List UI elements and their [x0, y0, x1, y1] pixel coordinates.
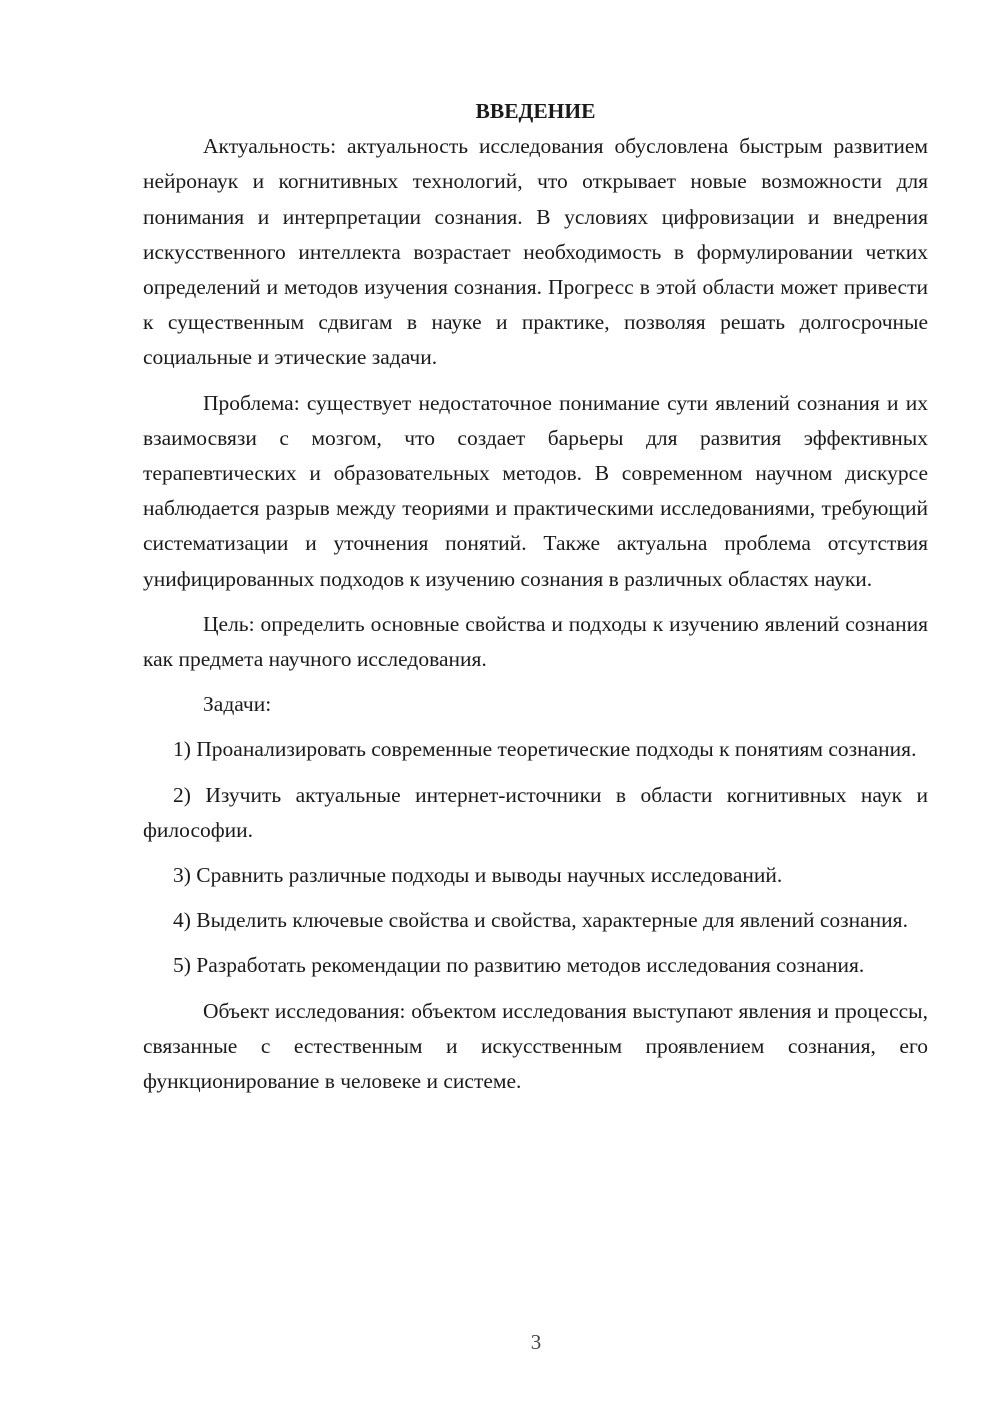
goal-paragraph: Цель: определить основные свойства и подходы к изучению явлений сознания как предмета научного исследования. — [143, 611, 928, 672]
section-title: ВВЕДЕНИЕ — [475, 99, 596, 123]
task-item: 4) Выделить ключевые свойства и свойства, характерные для явлений сознания. — [173, 908, 908, 933]
page-number: 3 — [530, 1330, 542, 1354]
problem-paragraph: Проблема: существует недостаточное понимание сути явлений сознания и их взаимосвязи с мозгом, что создает барьеры для развития эффективных терапевтических и образовательных методов. В современном научном дискурсе наблюдается разрыв между теориями и практическими исследованиями, требующий систематизации и уточнения понятий. Также актуальна проблема отсутствия унифицированных подходов к изучению сознания в различных областях науки. — [143, 390, 928, 591]
task-item: 5) Разработать рекомендации по развитию методов исследования сознания. — [173, 953, 865, 978]
relevance-paragraph: Актуальность: актуальность исследования обусловлена быстрым развитием нейронаук и когнитивных технологий, что открывает новые возможности для понимания и интерпретации сознания. В условиях цифровизации и внедрения искусственного интеллекта возрастает необходимость в формулировании четких определений и методов изучения сознания. Прогресс в этой области может привести к существенным сдвигам в науке и практике, позволяя решать долгосрочные социальные и этические задачи. — [143, 134, 928, 370]
tasks-heading: Задачи: — [203, 692, 272, 717]
page-content — [143, 94, 928, 1109]
task-item: 2) Изучить актуальные интернет-источники в области когнитивных наук и философии. — [143, 782, 928, 842]
task-item: 3) Сравнить различные подходы и выводы научных исследований. — [173, 863, 783, 888]
object-paragraph: Объект исследования: объектом исследования выступают явления и процессы, связанные с естественным и искусственным проявлением сознания, его функционирование в человеке и системе. — [143, 998, 928, 1094]
task-item: 1) Проанализировать современные теоретические подходы к понятиям сознания. — [173, 737, 917, 762]
